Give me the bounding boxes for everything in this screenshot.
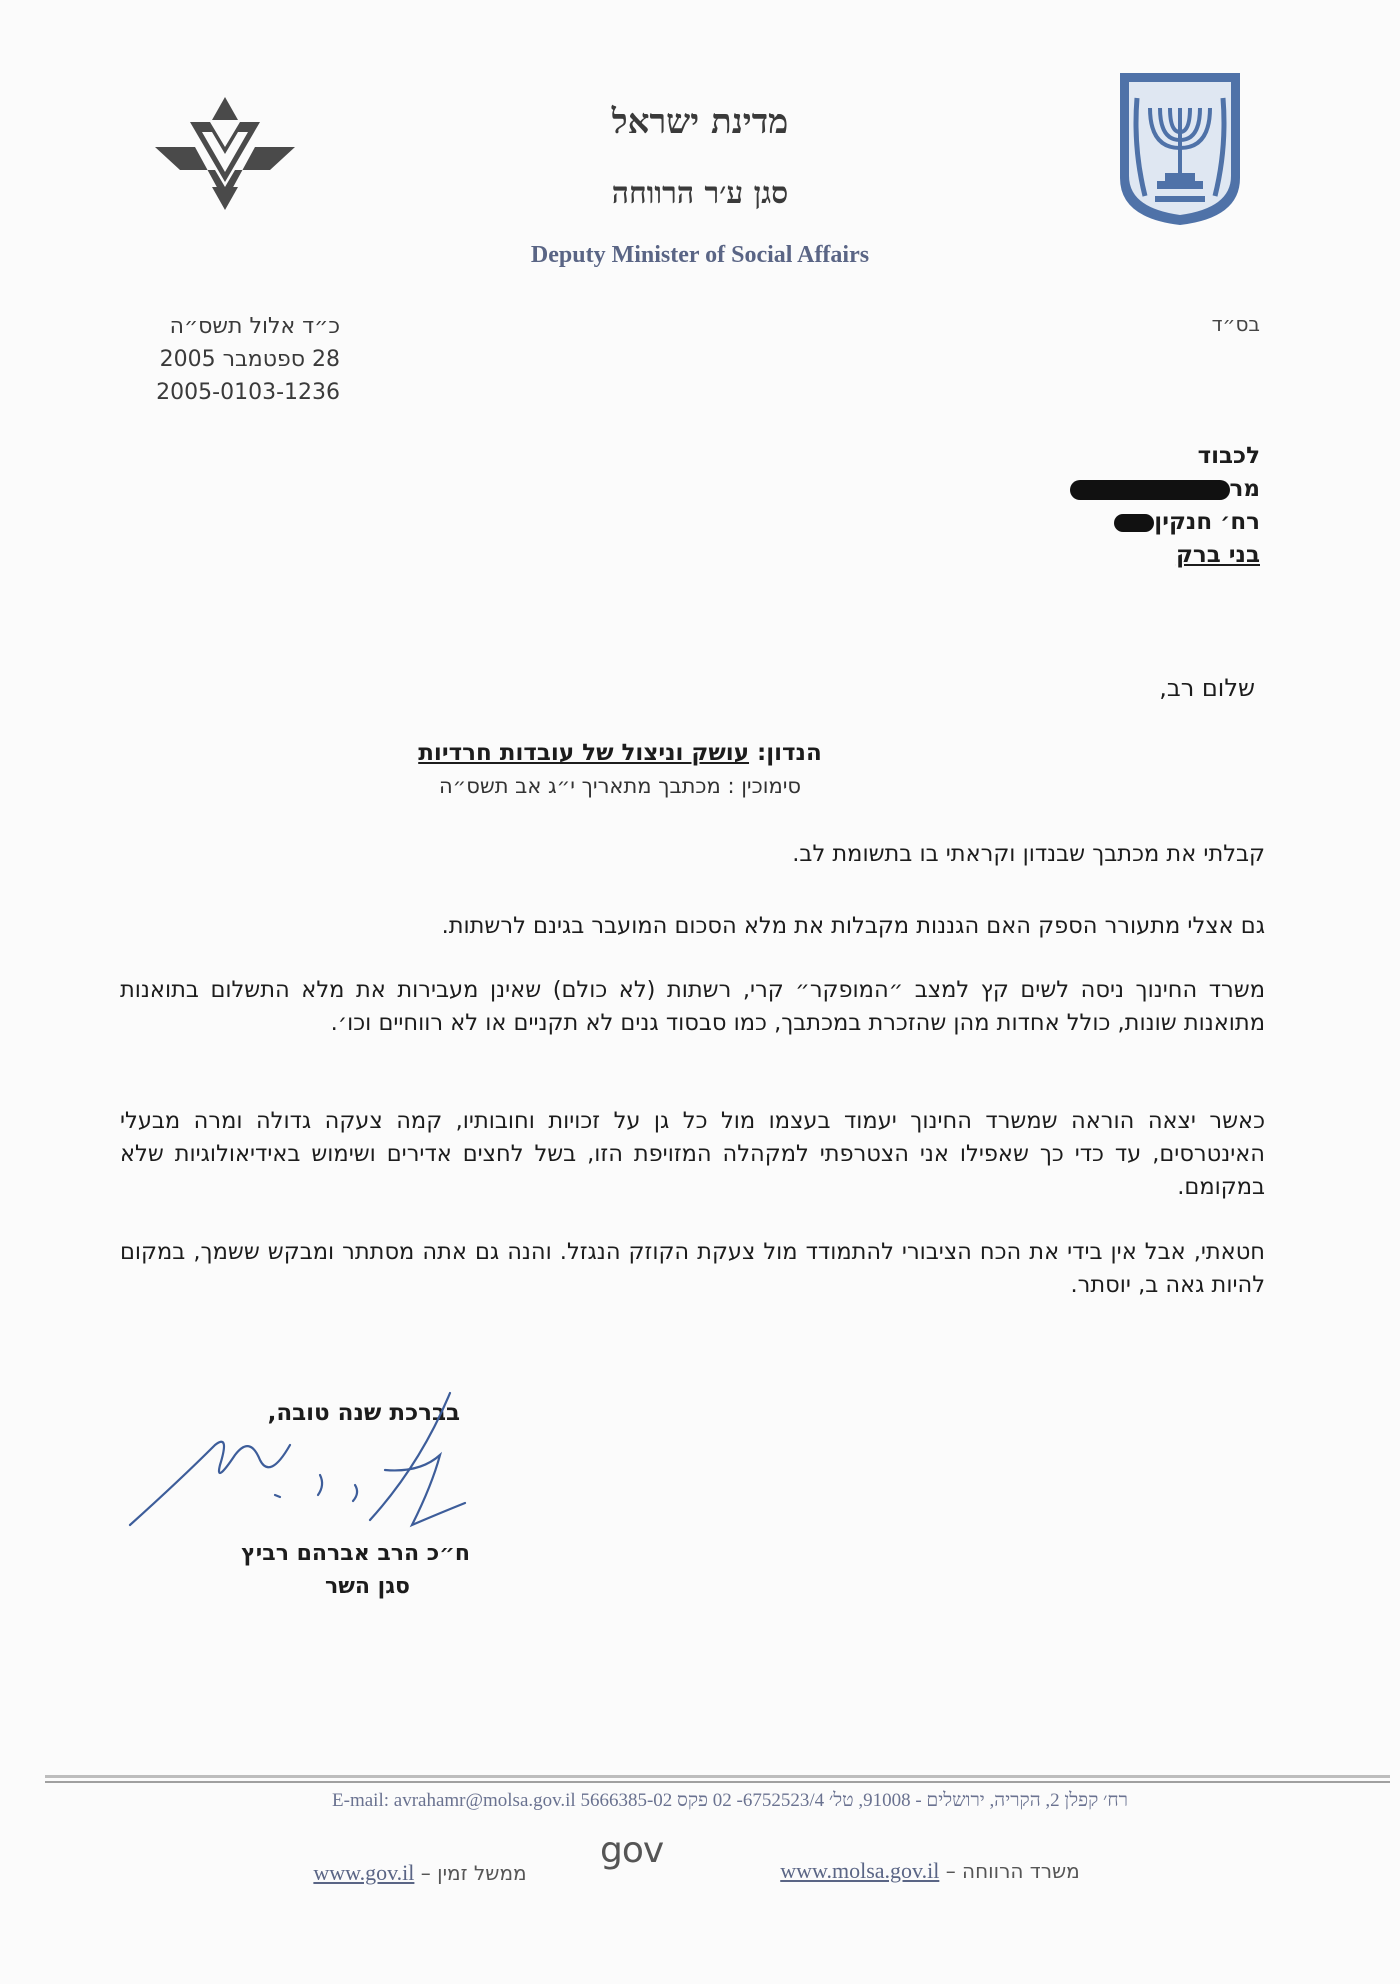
- gov-site-link[interactable]: www.gov.il: [313, 1860, 415, 1885]
- redaction-mark: [1070, 480, 1230, 500]
- street: רח׳ חנקין: [1154, 509, 1260, 535]
- body-paragraph: משרד החינוך ניסה לשים קץ למצב ״המופקר״ קרי, רשתות (לא כולם) שאינן מעבירות את מלא התשלום בתואנות מתואנות שונות, כולל אחדות מהן שהזכרת במכתבך, כמו סבסוד גנים לא תקניים או לא רווחיים וכו׳.: [120, 977, 1265, 1036]
- redaction-mark: [1114, 514, 1154, 532]
- body-paragraph: גם אצלי מתעורר הספק האם הגננות מקבלות את מלא הסכום המועבר בגינם לרשתות.: [441, 913, 1265, 939]
- ministry-site-label: משרד הרווחה –: [945, 1859, 1080, 1883]
- reference-number: 2005-0103-1236: [156, 380, 340, 405]
- name-prefix: מר: [1229, 476, 1260, 502]
- signer-name: ח״כ הרב אברהם רביץ: [241, 1541, 470, 1566]
- salutation: לכבוד: [1197, 443, 1260, 469]
- date-block: [60, 310, 340, 409]
- letterhead-office: סגן ע׳ר הרווחה: [611, 176, 789, 211]
- letterhead-state: מדינת ישראל: [611, 102, 789, 142]
- subject-text: עושק וניצול של עובדות חרדיות: [418, 740, 750, 766]
- closing: בברכת שנה טובה,: [267, 1400, 460, 1426]
- subject-line: [300, 740, 940, 766]
- bsd-mark: בס״ד: [1211, 312, 1260, 336]
- handwritten-signature: [120, 1385, 500, 1545]
- recipient-address: [1020, 440, 1260, 572]
- body-paragraph: חטאתי, אבל אין בידי את הכח הציבורי להתמודד מול צעקת הקוזק הנגזל. והנה גם אתה מסתתר ומבקש ששמך, במקום להיות גאה ב, יוסתר.: [120, 1239, 1265, 1298]
- gov-logo: [600, 1830, 695, 1880]
- footer-contact: [140, 1790, 1320, 1812]
- signer-title: סגן השר: [324, 1574, 410, 1599]
- ministry-site-link[interactable]: www.molsa.gov.il: [780, 1858, 940, 1883]
- body-paragraph: קבלתי את מכתבך שבנדון וקראתי בו בתשומת לב.: [792, 841, 1265, 867]
- gov-logo-text: gov: [600, 1830, 664, 1871]
- recipient-city: בני ברק: [1175, 542, 1260, 568]
- recipient-street-line: [1020, 506, 1260, 539]
- hebrew-date: כ״ד אלול תשס״ה: [169, 314, 340, 339]
- reference-line: סימוכין : מכתבך מתאריך י״ג אב תשס״ה: [438, 774, 802, 798]
- greeting: שלום רב,: [1159, 674, 1255, 702]
- footer-divider: [45, 1775, 1390, 1778]
- gov-site-block: [270, 1860, 570, 1886]
- subject-label: הנדון:: [757, 740, 822, 766]
- footer-email-label: E-mail:: [332, 1790, 390, 1811]
- letterhead-english: Deputy Minister of Social Affairs: [530, 242, 870, 268]
- signer-block: [150, 1537, 470, 1603]
- recipient-name-line: [1020, 473, 1260, 506]
- footer-address: רח׳ קפלן 2, הקריה, ירושלים - 91008, טל׳ 6752523/4- 02 פקס 5666385-02: [580, 1790, 1128, 1811]
- footer-email[interactable]: avrahamr@molsa.gov.il: [393, 1790, 576, 1811]
- gregorian-date: 28 ספטמבר 2005: [159, 347, 340, 372]
- gov-site-label: ממשל זמין –: [420, 1861, 527, 1885]
- footer-divider: [45, 1781, 1390, 1783]
- body-paragraph: כאשר יצאה הוראה שמשרד החינוך יעמוד בעצמו מול כל גן על זכויות וחובותיו, קמה צעקה גדולה ומרה מבעלי האינטרסים, עד כדי כך שאפילו אני הצטרפתי למקהלה המזויפת הזו, בשל לחצים אדירים ושימוש באידיאולוגיות שלא במקומם.: [120, 1108, 1265, 1200]
- ministry-site-block: [730, 1858, 1130, 1884]
